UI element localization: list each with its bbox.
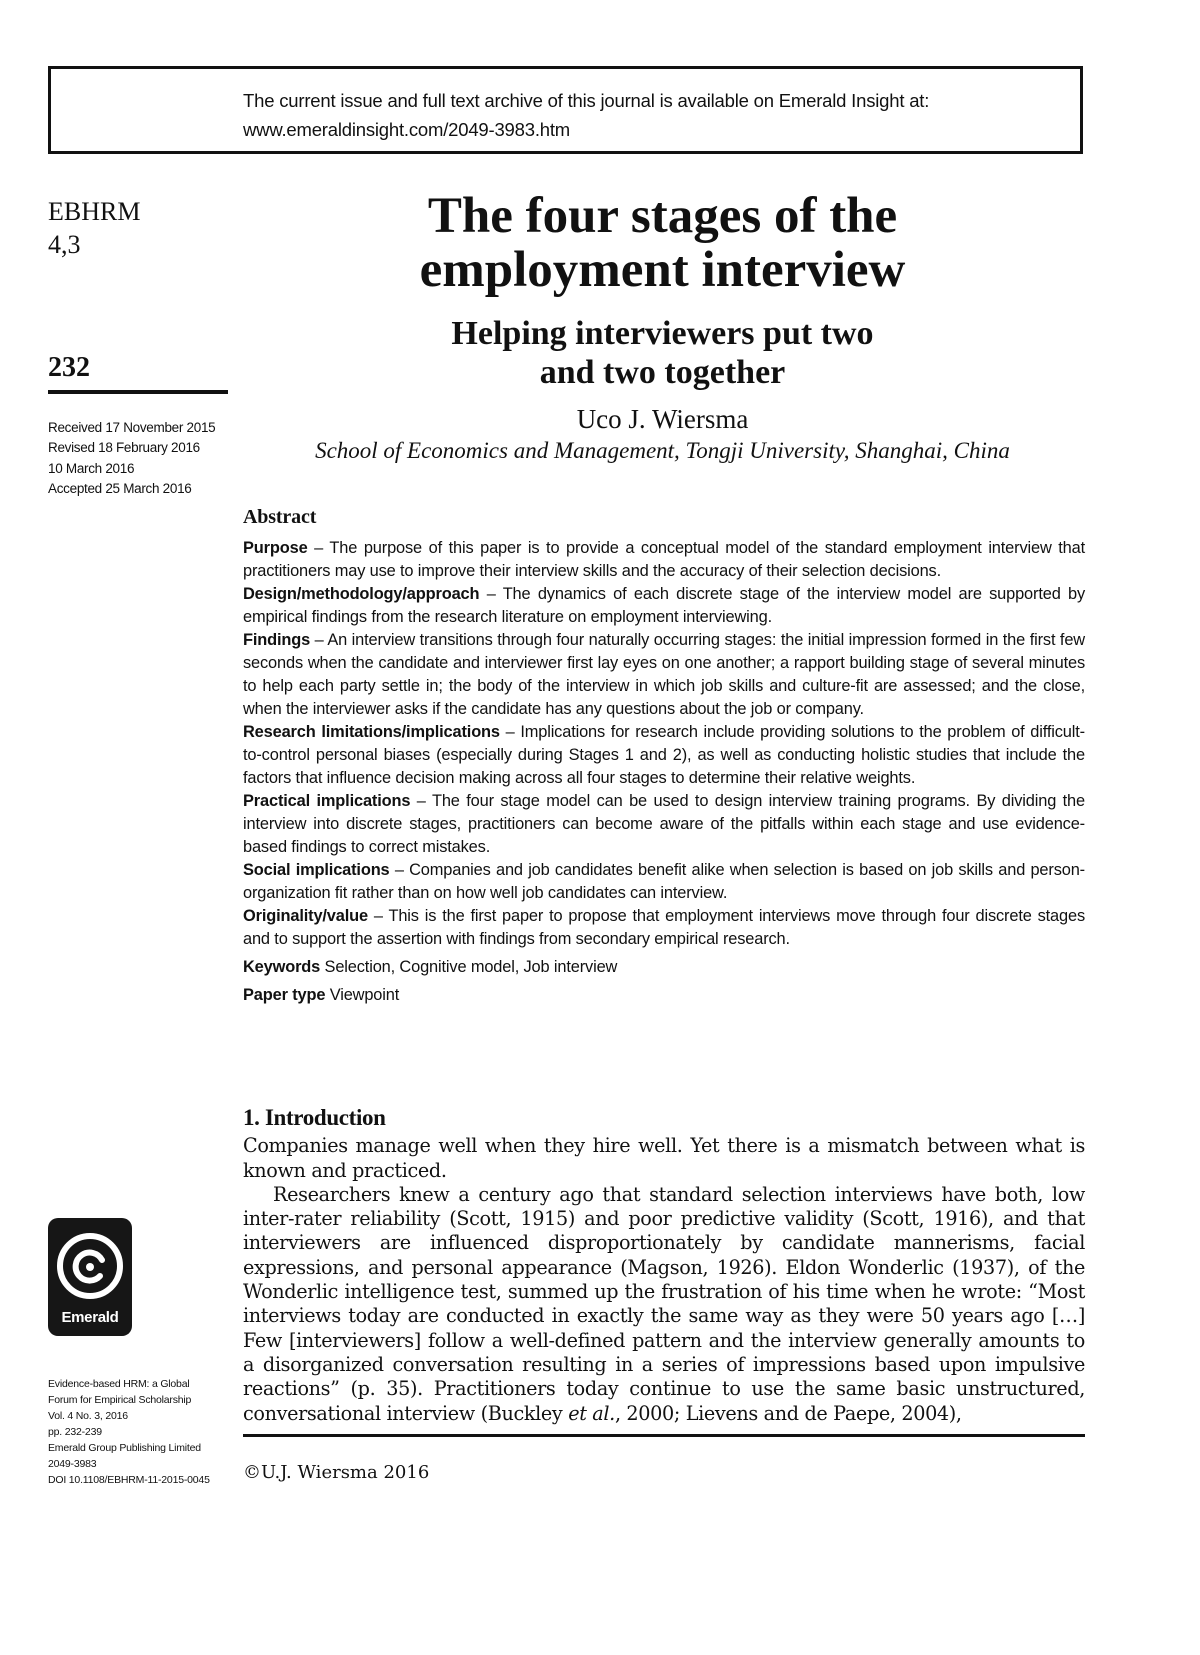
citation-doi: DOI 10.1108/EBHRM-11-2015-0045: [48, 1474, 210, 1486]
footer-rule: [243, 1434, 1085, 1437]
date-revised: Revised 18 February 2016: [48, 440, 200, 456]
article-subtitle: [240, 314, 1085, 392]
page-number: 232: [48, 352, 90, 383]
abstract-findings: [243, 629, 1085, 721]
page-number-rule: [48, 390, 228, 394]
author-affiliation: School of Economics and Management, Tongji University, Shanghai, China: [315, 438, 1010, 463]
abstract-text: – An interview transitions through four naturally occurring stages: the initial impression formed in the first few seconds when the candidate and interviewer first lay eyes on one another; a rapport building stage of several minutes to help each party settle in; the body of the interview in which job skills and culture-fit are assessed; and the close, when the interviewer asks if the candidate has any questions about the job or company.: [243, 631, 1085, 718]
abstract-label: Practical implications: [243, 792, 411, 810]
title-line: The four stages of the: [427, 188, 898, 244]
abstract-social: [243, 859, 1085, 905]
abstract-text: – The four stage model can be used to design interview training programs. By dividing the interview into discrete stages, practitioners can become aware of the pitfalls within each stage and use evidence-based findings to correct mistakes.: [243, 792, 1085, 856]
journal-citation: [48, 1376, 210, 1488]
notice-url: www.emeraldinsight.com/2049-3983.htm: [243, 118, 570, 140]
citation-line: Evidence-based HRM: a Global: [48, 1378, 190, 1390]
subtitle-line: Helping interviewers put two: [451, 315, 874, 352]
date-revised-2: 10 March 2016: [48, 460, 135, 476]
abstract-text: – This is the first paper to propose that employment interviews move through four discrete stages and to support the assertion with findings from secondary empirical research.: [243, 907, 1085, 948]
journal-notice: [243, 87, 929, 144]
abstract-purpose: [243, 537, 1085, 583]
abstract-practical: [243, 790, 1085, 859]
citation-et-al: et al.: [568, 1401, 615, 1425]
date-received: Received 17 November 2015: [48, 420, 216, 435]
abstract-limitations: [243, 721, 1085, 790]
date-accepted: Accepted 25 March 2016: [48, 480, 192, 496]
paper-type: [243, 984, 1085, 1007]
abstract-originality: [243, 905, 1085, 951]
keywords-label: Keywords: [243, 958, 321, 976]
paper-type-label: Paper type: [243, 986, 326, 1004]
citation-line: pp. 232-239: [48, 1426, 102, 1438]
copyright-notice: ©U.J. Wiersma 2016: [243, 1462, 430, 1483]
citation-line: Vol. 4 No. 3, 2016: [48, 1410, 128, 1422]
journal-abbrev: EBHRM: [48, 197, 141, 226]
body-text: Researchers knew a century ago that standard selection interviews have both, low inter-rater reliability (Scott, 1915) and poor predictive validity (Scott, 1916), and that interviewers are influenced disproportionately by candidate mannerisms, facial expressions, and personal appearance (Magson, 1926). Eldon Wonderlic (1937), of the Wonderlic intelligence test, summed up the frustration of his time when he wrote: “Most interviews today are conducted in exactly the same way as they were 50 years ago […] Few [interviewers] follow a well-defined pattern and the interview generally amounts to a disorganized conversation resulting in a series of impressions based upon impulsive reactions” (p. 35). Practitioners today continue to use the same basic unstructured, conversational interview (Buckley: [243, 1182, 1085, 1425]
body-paragraph: Companies manage well when they hire well. Yet there is a mismatch between what is known and practiced.: [243, 1134, 1085, 1182]
article-title: [240, 190, 1085, 297]
body-text: , 2000; Lievens and de Paepe, 2004),: [614, 1401, 962, 1425]
title-line: employment interview: [419, 241, 906, 298]
keywords-value: Selection, Cognitive model, Job interview: [320, 958, 618, 976]
abstract-text: – Implications for research include providing solutions to the problem of difficult-to-control personal biases (especially during Stages 1 and 2), as well as conducting holistic studies that include the factors that influence decision making across all four stages to determine their relative weights.: [243, 723, 1085, 787]
abstract-text: – Companies and job candidates benefit alike when selection is based on job skills and person-organization fit rather than on how well job candidates can interview.: [243, 861, 1085, 902]
section-heading: 1. Introduction: [243, 1105, 386, 1130]
journal-notice-box: [48, 66, 1083, 154]
abstract-label: Design/methodology/approach: [243, 585, 480, 603]
abstract-label: Originality/value: [243, 907, 368, 925]
journal-code: [48, 196, 140, 262]
abstract-label: Findings: [243, 631, 311, 649]
subtitle-line: and two together: [539, 354, 786, 392]
citation-line: 2049-3983: [48, 1458, 97, 1470]
abstract-text: – The dynamics of each discrete stage of the interview model are supported by empirical findings from the research literature on employment interviewing.: [243, 585, 1085, 626]
citation-line: Forum for Empirical Scholarship: [48, 1394, 192, 1406]
paper-type-value: Viewpoint: [325, 986, 400, 1004]
abstract-heading: Abstract: [243, 506, 317, 528]
body-paragraph: [243, 1183, 1085, 1426]
logo-wordmark: Emerald: [61, 1309, 119, 1326]
citation-line: Emerald Group Publishing Limited: [48, 1442, 201, 1454]
article-dates: [48, 418, 215, 499]
abstract-label: Purpose: [243, 539, 308, 557]
abstract-label: Social implications: [243, 861, 390, 879]
abstract: [243, 506, 1085, 1007]
introduction-section: [243, 1106, 1085, 1426]
keywords: [243, 956, 1085, 979]
abstract-design: [243, 583, 1085, 629]
author-name: Uco J. Wiersma: [576, 404, 749, 434]
abstract-text: – The purpose of this paper is to provide a conceptual model of the standard employment interview that practitioners may use to improve their interview skills and the accuracy of their selection decisions.: [243, 539, 1085, 580]
emerald-logo: [48, 1218, 132, 1336]
journal-volume: 4,3: [48, 229, 81, 259]
abstract-label: Research limitations/implications: [243, 723, 500, 741]
notice-line: The current issue and full text archive of this journal is available on Emerald Insight at:: [243, 90, 930, 111]
